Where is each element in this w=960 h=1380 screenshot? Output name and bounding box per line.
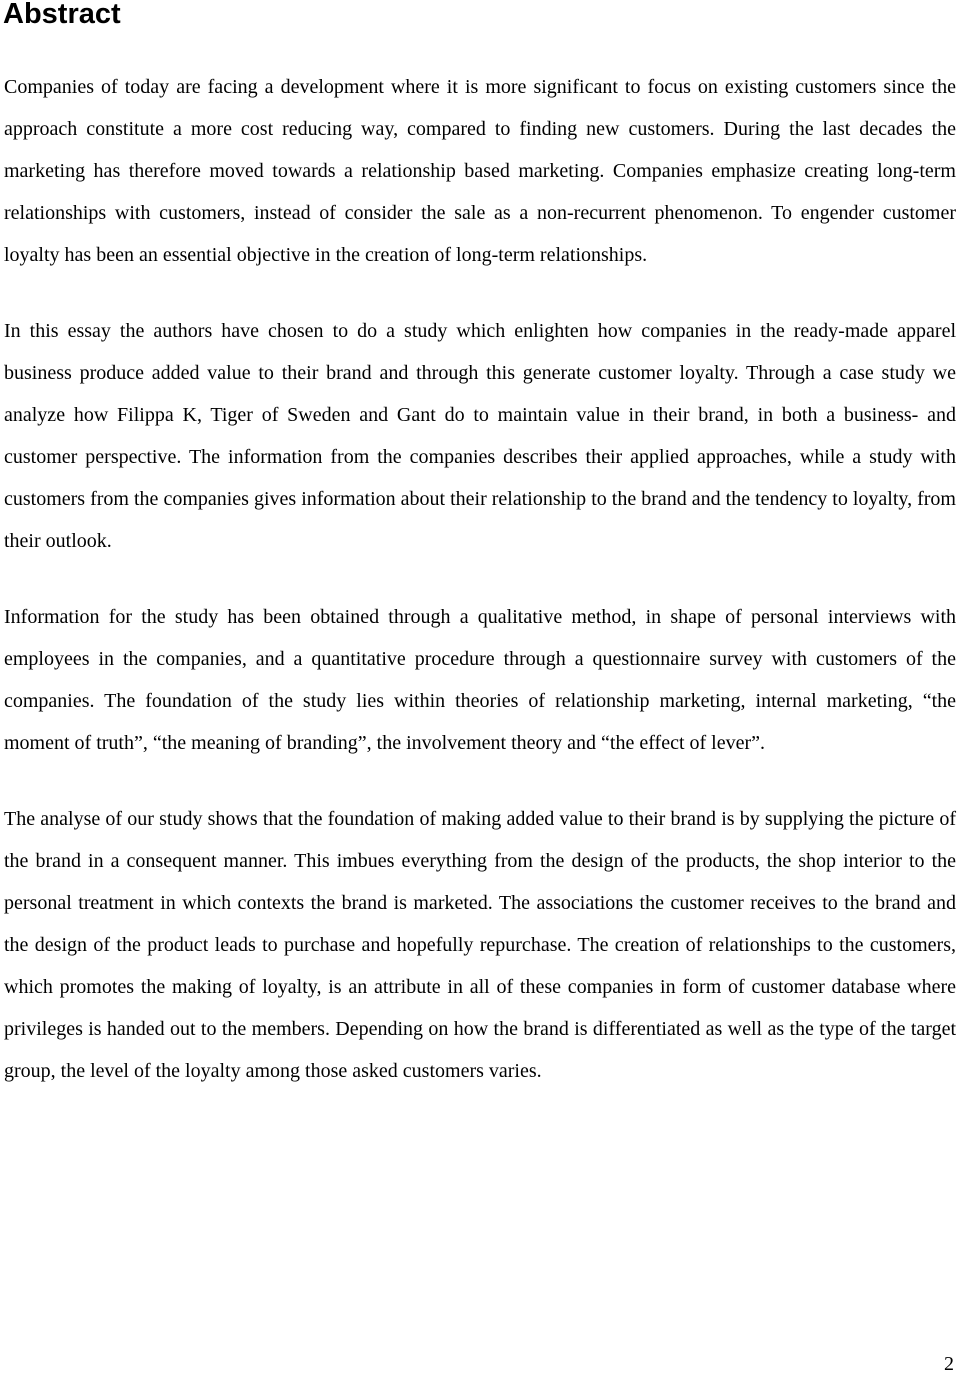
paragraph-2: In this essay the authors have chosen to do a study which enlighten how companies in the ready-made apparel business produce added value to their brand and through this generate customer loyalty. Through a case study we analyze how Filippa K, Tiger of Sweden and Gant do to maintain value in their brand, in both a business- and customer perspective. The information from the companies describes their applied approaches, while a study with customers from the companies gives information about their relationship to the brand and the tendency to loyalty, from their outlook. [4, 320, 956, 552]
abstract-body [4, 66, 956, 1126]
paragraph-3: Information for the study has been obtained through a qualitative method, in shape of personal interviews with employees in the companies, and a quantitative procedure through a questionnaire survey with customers of the companies. The foundation of the study lies within theories of relationship marketing, internal marketing, “the moment of truth”, “the meaning of branding”, the involvement theory and “the effect of lever”. [4, 606, 956, 754]
paragraph-1: Companies of today are facing a development where it is more significant to focus on existing customers since the approach constitute a more cost reducing way, compared to finding new customers. During the last decades the marketing has therefore moved towards a relationship based marketing. Companies emphasize creating long-term relationships with customers, instead of consider the sale as a non-recurrent phenomenon. To engender customer loyalty has been an essential objective in the creation of long-term relationships. [4, 76, 956, 266]
paragraph-4: The analyse of our study shows that the foundation of making added value to their brand is by supplying the picture of the brand in a consequent manner. This imbues everything from the design of the products, the shop interior to the personal treatment in which contexts the brand is marketed. The associations the customer receives to the brand and the design of the product leads to purchase and hopefully repurchase. The creation of relationships to the customers, which promotes the making of loyalty, is an attribute in all of these companies in form of customer database where privileges is handed out to the members. Depending on how the brand is differentiated as well as the type of the target group, the level of the loyalty among those asked customers varies. [4, 808, 956, 1082]
abstract-heading: Abstract [3, 0, 121, 30]
page-number: 2 [944, 1353, 954, 1375]
